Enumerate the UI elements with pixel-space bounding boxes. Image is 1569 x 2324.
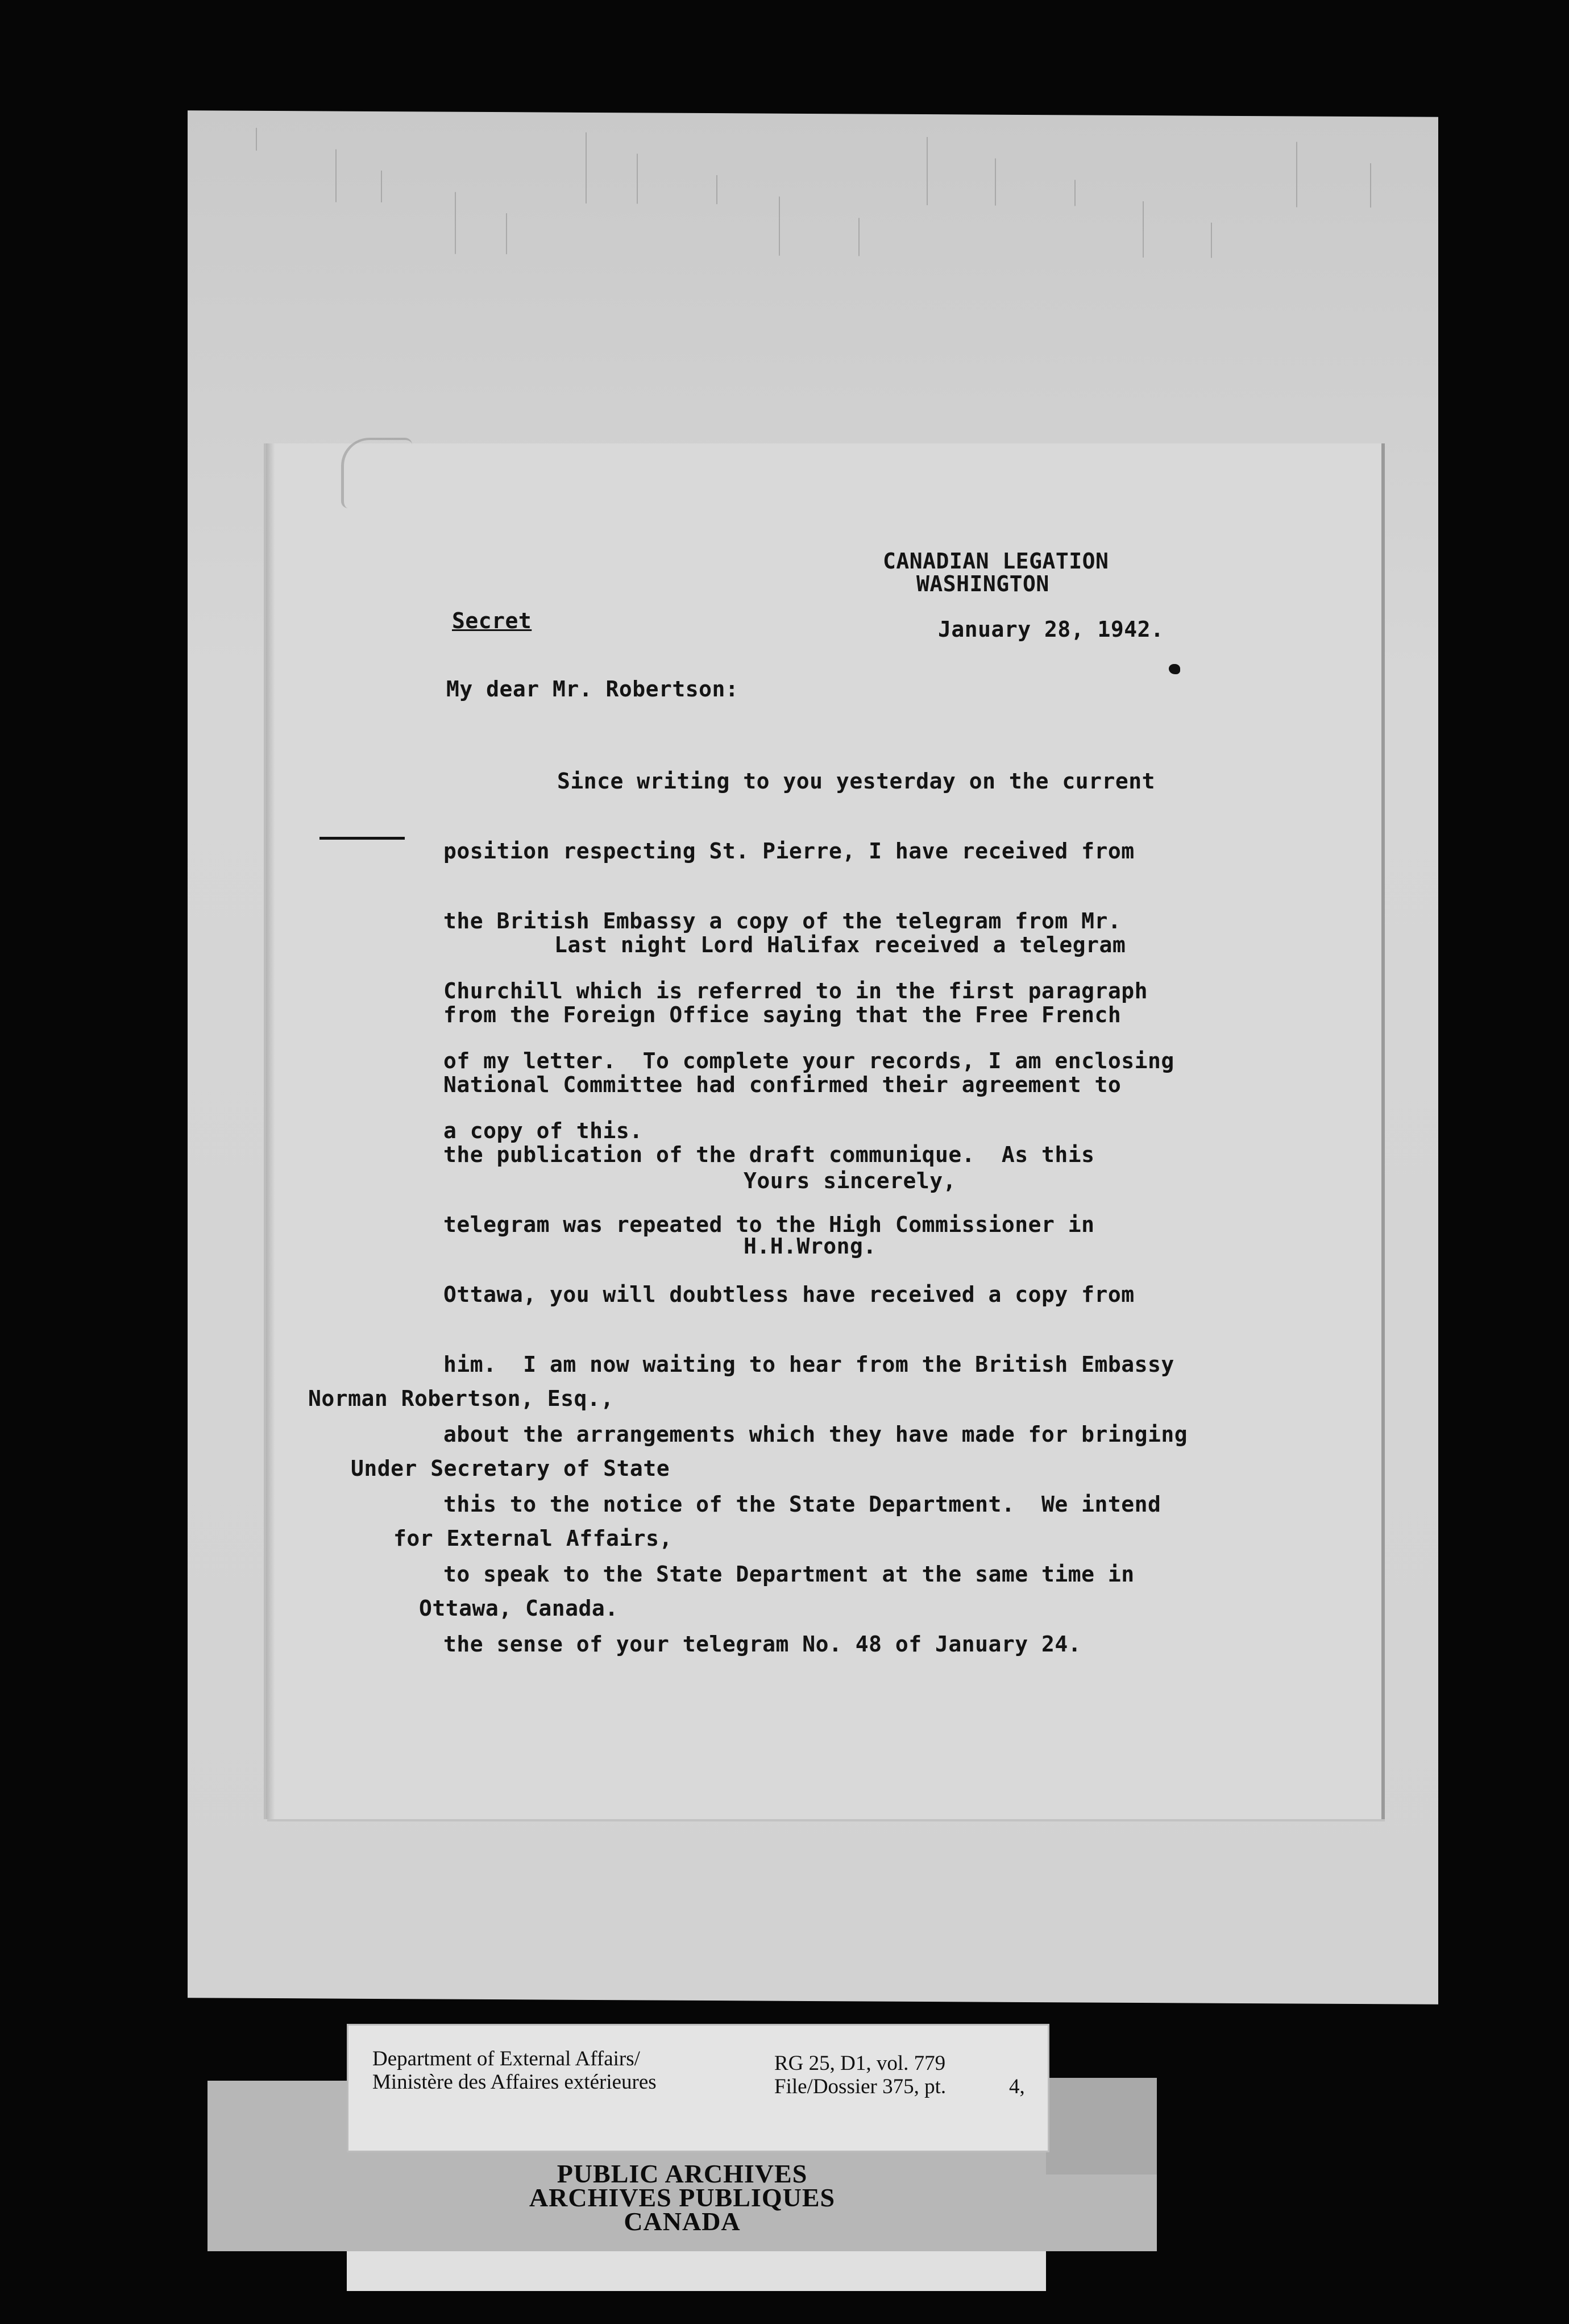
paragraph-2-line: him. I am now waiting to hear from the British Embassy xyxy=(443,1352,1174,1377)
paper-streak xyxy=(858,218,860,256)
paper-streak xyxy=(586,132,587,204)
letterhead-line2: WASHINGTON xyxy=(916,571,1049,596)
paper-streak xyxy=(1143,201,1144,258)
paper-streak xyxy=(927,137,928,205)
paragraph-1-line: of my letter. To complete your records, I am enclosing xyxy=(443,1048,1174,1073)
recipient-line: Under Secretary of State xyxy=(351,1456,670,1481)
paper-streak xyxy=(381,171,382,202)
archive-stamp-line1: PUBLIC ARCHIVES xyxy=(557,2159,808,2188)
paper-streak xyxy=(335,150,337,202)
paper-streak xyxy=(1296,142,1297,207)
paragraph-2-line: National Committee had confirmed their agreement to xyxy=(443,1072,1122,1097)
letterhead-line1: CANADIAN LEGATION xyxy=(883,549,1109,574)
paper-streak xyxy=(779,197,780,256)
closing: Yours sincerely, xyxy=(744,1168,957,1193)
archive-file: File/Dossier 375, pt. xyxy=(774,2075,947,2098)
paragraph-1-line: position respecting St. Pierre, I have received from xyxy=(443,839,1135,864)
ink-mark xyxy=(1169,664,1180,674)
recipient-line: for External Affairs, xyxy=(393,1526,673,1551)
paragraph-2-line: Ottawa, you will doubtless have received a copy from xyxy=(443,1282,1135,1307)
paragraph-2-line: the sense of your telegram No. 48 of January 24. xyxy=(443,1632,1082,1657)
archive-file-part: 4, xyxy=(1009,2075,1025,2098)
paragraph-2-line: Last night Lord Halifax received a telegram xyxy=(554,932,1126,957)
paper-streak xyxy=(256,128,257,151)
paper-streak xyxy=(1211,223,1212,258)
archive-band-tab xyxy=(1046,2078,1157,2174)
paragraph-2-line: from the Foreign Office saying that the Free French xyxy=(443,1002,1122,1027)
paper-streak xyxy=(506,213,507,254)
salutation: My dear Mr. Robertson: xyxy=(446,677,739,702)
paragraph-2-line: the publication of the draft communique. As this xyxy=(443,1142,1095,1167)
paragraph-1-line: Churchill which is referred to in the first paragraph xyxy=(443,978,1148,1003)
archive-stamp-line2: ARCHIVES PUBLIQUES xyxy=(529,2183,836,2212)
torn-corner xyxy=(341,438,412,508)
paragraph-2-line: to speak to the State Department at the same time in xyxy=(443,1562,1135,1587)
archive-reference: RG 25, D1, vol. 779 xyxy=(774,2052,946,2075)
signature: H.H.Wrong. xyxy=(744,1234,877,1259)
paper-streak xyxy=(1370,163,1371,208)
paragraph-2-line: telegram was repeated to the High Commissioner in xyxy=(443,1212,1095,1237)
paper-streak xyxy=(637,153,638,204)
paragraph-1-line: Since writing to you yesterday on the current xyxy=(557,769,1156,794)
margin-rule xyxy=(319,837,405,840)
recipient-block xyxy=(308,1341,673,1667)
paragraph-2-line: about the arrangements which they have made for bringing xyxy=(443,1422,1188,1447)
paper-streak xyxy=(716,175,717,204)
letter-date: January 28, 1942. xyxy=(938,617,1164,642)
archive-stamp-line3: CANADA xyxy=(624,2207,741,2236)
paper-streak xyxy=(455,192,456,254)
paragraph-2-line: this to the notice of the State Department. We intend xyxy=(443,1492,1161,1517)
recipient-line: Ottawa, Canada. xyxy=(419,1596,619,1621)
paragraph-1-line: a copy of this. xyxy=(443,1118,643,1143)
archive-dept-fr: Ministère des Affaires extérieures xyxy=(372,2070,657,2094)
classification-label: Secret xyxy=(452,608,532,633)
paper-streak xyxy=(995,159,996,206)
archive-dept-en: Department of External Affairs/ xyxy=(372,2047,640,2070)
paper-streak xyxy=(1074,180,1076,206)
paragraph-1-line: the British Embassy a copy of the telegram from Mr. xyxy=(443,908,1122,933)
recipient-line: Norman Robertson, Esq., xyxy=(308,1386,614,1411)
archive-label-strip xyxy=(347,2251,1046,2291)
